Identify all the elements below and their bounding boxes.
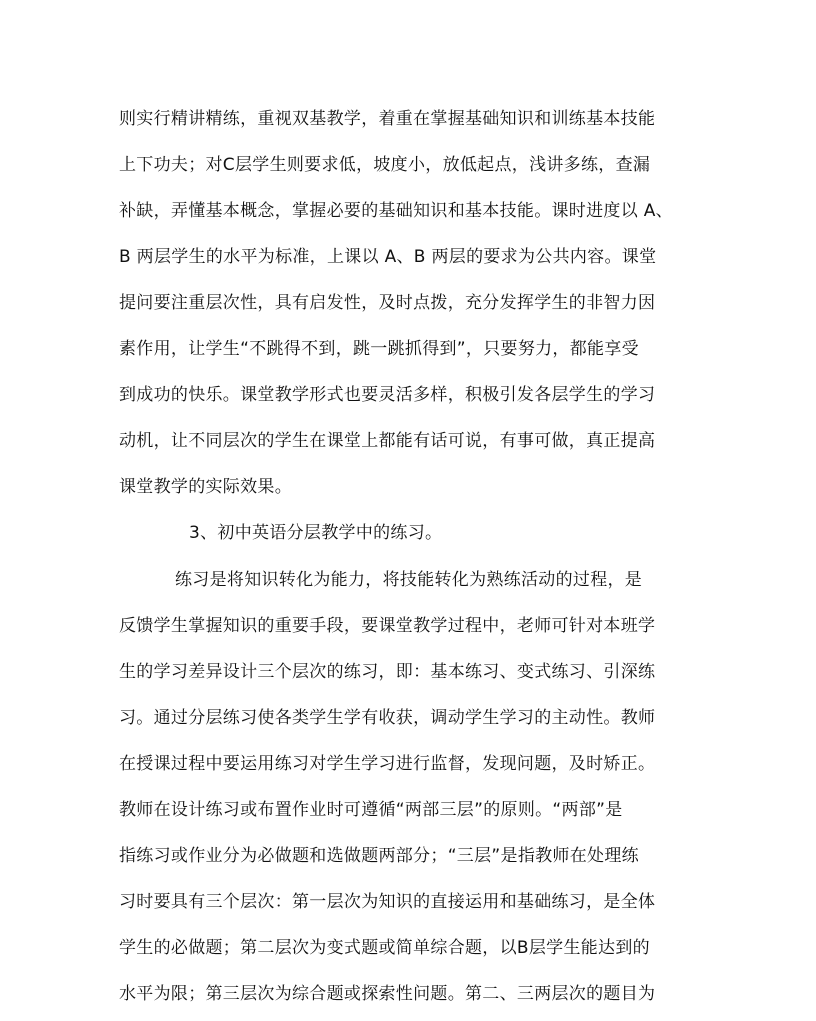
text-line: 动机，让不同层次的学生在课堂上都能有话可说，有事可做，真正提高 [119, 431, 656, 451]
text-line: 习时要具有三个层次：第一层次为知识的直接运用和基础练习，是全体 [119, 892, 656, 912]
text-line: 反馈学生掌握知识的重要手段，要课堂教学过程中，老师可针对本班学 [119, 616, 656, 636]
text-line: 补缺，弄懂基本概念，掌握必要的基础知识和基本技能。课时进度以 A、 [119, 201, 673, 221]
text-line: 学生的必做题；第二层次为变式题或简单综合题，以B层学生能达到的 [119, 938, 650, 958]
text-line: 提问要注重层次性，具有启发性，及时点拨，充分发挥学生的非智力因 [119, 293, 656, 313]
text-line: 素作用，让学生“不跳得不到，跳一跳抓得到”，只要努力，都能享受 [119, 339, 639, 359]
text-line: B 两层学生的水平为标准，上课以 A、B 两层的要求为公共内容。课堂 [119, 247, 657, 267]
text-line: 练习是将知识转化为能力，将技能转化为熟练活动的过程，是 [175, 570, 643, 590]
text-line: 上下功夫；对C层学生则要求低，坡度小，放低起点，浅讲多练，查漏 [119, 155, 651, 175]
text-line: 在授课过程中要运用练习对学生学习进行监督，发现问题，及时矫正。 [119, 754, 656, 774]
text-line: 生的学习差异设计三个层次的练习，即：基本练习、变式练习、引深练 [119, 662, 656, 682]
text-line: 教师在设计练习或布置作业时可遵循“两部三层”的原则。“两部”是 [119, 800, 623, 820]
text-line: 到成功的快乐。课堂教学形式也要灵活多样，积极引发各层学生的学习 [119, 385, 656, 405]
text-line: 指练习或作业分为必做题和选做题两部分；“三层”是指教师在处理练 [119, 846, 639, 866]
section-heading: 3、初中英语分层教学中的练习。 [189, 523, 443, 543]
text-line: 水平为限；第三层次为综合题或探索性问题。第二、三两层次的题目为 [119, 984, 656, 1004]
text-line: 习。通过分层练习使各类学生学有收获，调动学生学习的主动性。教师 [119, 708, 656, 728]
text-line: 则实行精讲精练，重视双基教学，着重在掌握基础知识和训练基本技能 [119, 109, 656, 129]
text-line: 课堂教学的实际效果。 [119, 477, 292, 497]
